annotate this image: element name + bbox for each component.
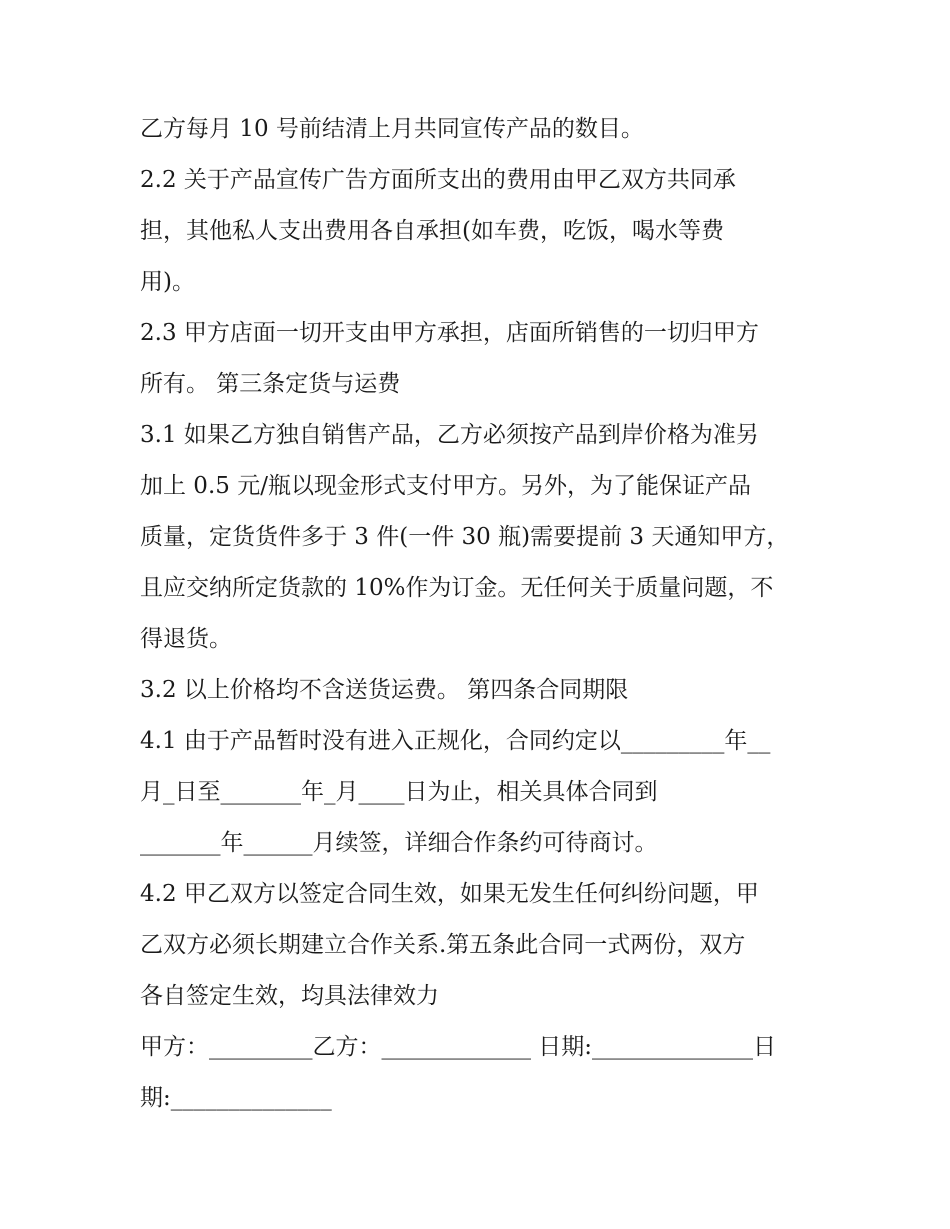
text-line: 3.1 如果乙方独自销售产品，乙方必须按产品到岸价格为准另 [140,422,759,448]
text-line: 2.2 关于产品宣传广告方面所支出的费用由甲乙双方共同承 [140,167,736,193]
text-line: _______年______月续签，详细合作条约可待商讨。 [140,830,658,856]
text-line: 各自签定生效，均具法律效力 [140,983,439,1009]
text-line: 用)。 [140,269,195,295]
text-line: 得退货。 [140,626,232,652]
text-line: 3.2 以上价格均不含送货运费。 第四条合同期限 [140,677,629,703]
text-line: 2.3 甲方店面一切开支由甲方承担，店面所销售的一切归甲方 [140,320,759,346]
text-line: 加上 0.5 元/瓶以现金形式支付甲方。另外，为了能保证产品 [140,473,751,499]
signature-line: 甲方：_________乙方：_____________ 日期:______________日 [140,1034,777,1060]
signature-line: 期:______________ [140,1085,332,1111]
text-line: 所有。 第三条定货与运费 [140,371,401,397]
text-line: 且应交纳所定货款的 10%作为订金。无任何关于质量问题，不 [140,575,774,601]
text-line: 乙方每月 10 号前结清上月共同宣传产品的数目。 [140,116,644,142]
text-line: 月_日至_______年_月____日为止，相关具体合同到 [140,779,658,805]
text-line: 担，其他私人支出费用各自承担(如车费，吃饭，喝水等费 [140,218,724,244]
text-line: 4.1 由于产品暂时没有进入正规化，合同约定以_________年__ [140,728,771,754]
text-line: 乙双方必须长期建立合作关系.第五条此合同一式两份，双方 [140,932,746,958]
text-line: 质量，定货货件多于 3 件(一件 30 瓶)需要提前 3 天通知甲方， [140,524,790,550]
text-line: 4.2 甲乙双方以签定合同生效，如果无发生任何纠纷问题，甲 [140,881,759,907]
